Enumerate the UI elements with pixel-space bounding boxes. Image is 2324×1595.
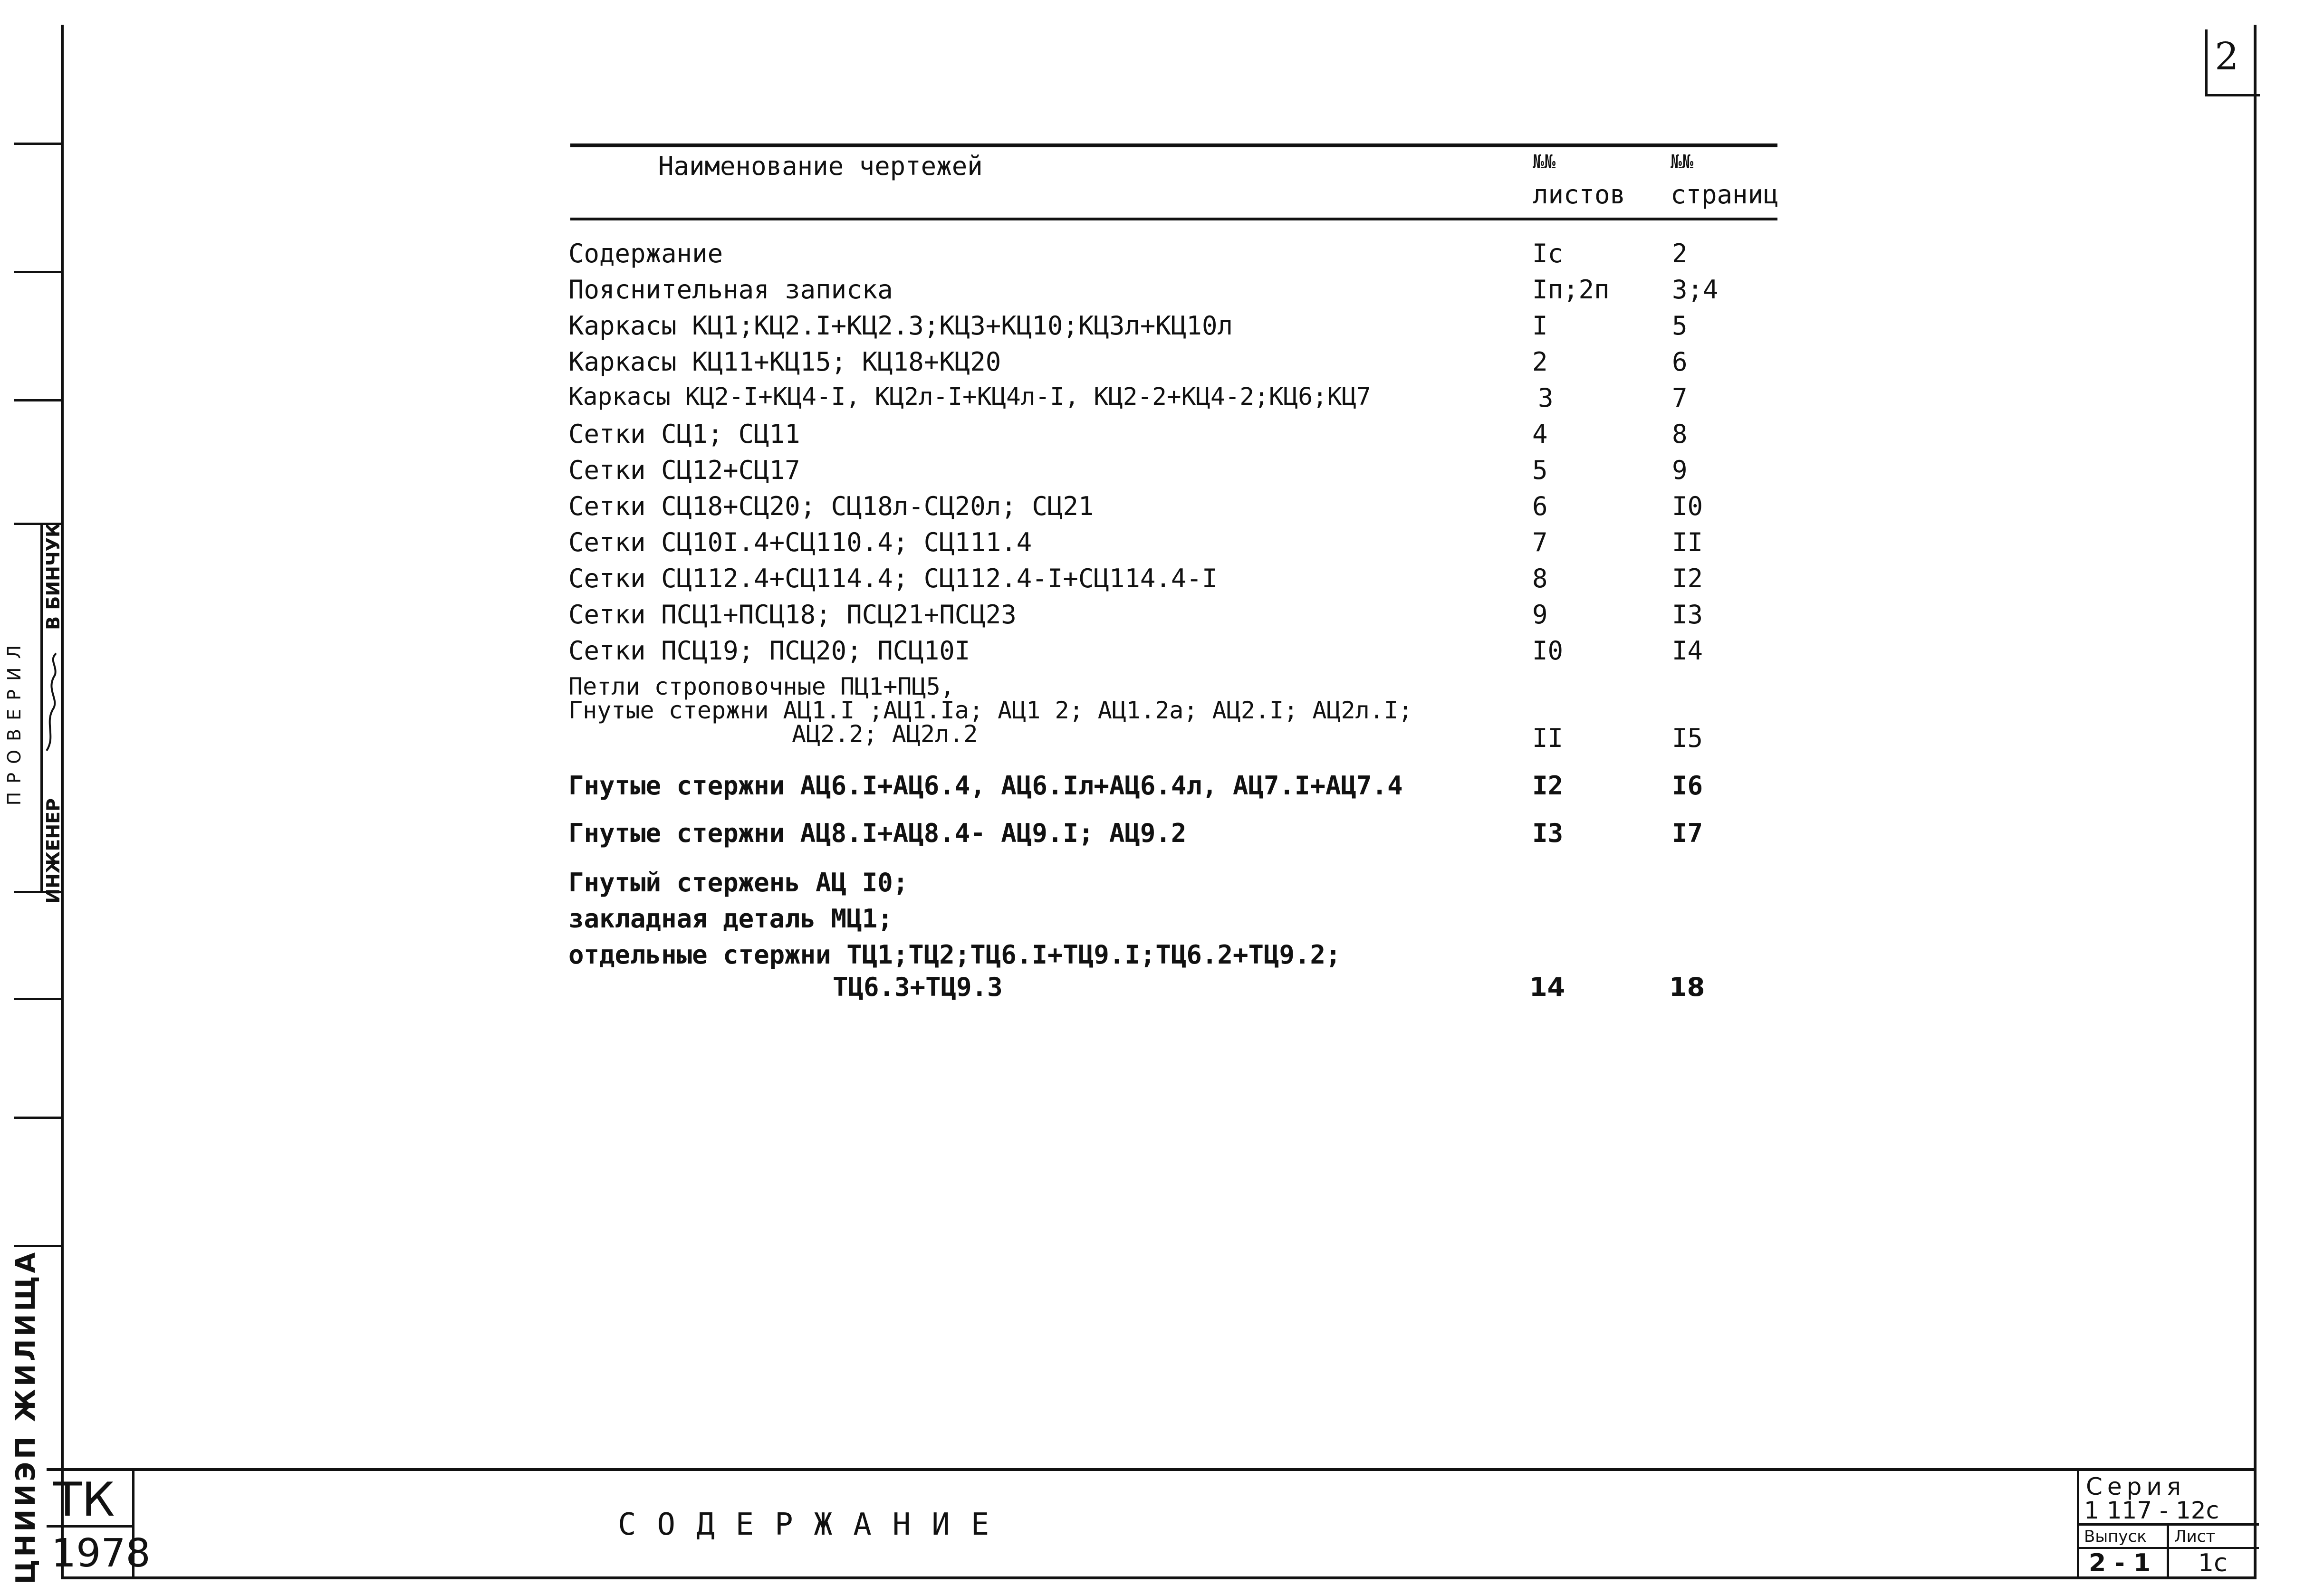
header-sheet-label: листов	[1533, 180, 1626, 210]
row-page: I0	[1672, 491, 1703, 521]
tk-box	[47, 1471, 151, 1579]
document-title: СОДЕРЖАНИЕ	[618, 1507, 1010, 1542]
row-sheet: 4	[1532, 419, 1548, 449]
table-row	[568, 239, 1785, 272]
row-page: I3	[1672, 600, 1703, 630]
row-page: 8	[1672, 419, 1688, 449]
row-sheet: 8	[1532, 564, 1548, 593]
series-divider	[2079, 1523, 2259, 1526]
vypusk-value: 2 - 1	[2089, 1549, 2151, 1577]
table-row	[568, 600, 1785, 633]
row-sheet: Iс	[1532, 239, 1564, 268]
row-line: ТЦ6.3+ТЦ9.3	[833, 972, 1003, 1002]
header-page-no: №№	[1671, 151, 1694, 173]
row-sheet: 9	[1532, 600, 1548, 630]
row-name: Сетки СЦ112.4+СЦ114.4; СЦ112.4-I+СЦ114.4-I	[568, 564, 1218, 593]
table-row-multiline	[568, 673, 1785, 768]
strip-tick	[14, 1117, 61, 1119]
row-sheet: 14	[1529, 972, 1565, 1002]
row-page: 6	[1672, 347, 1688, 377]
series-vdivider	[2167, 1523, 2169, 1579]
row-name: Сетки СЦ18+СЦ20; СЦ18л-СЦ20л; СЦ21	[568, 491, 1094, 521]
row-page: I2	[1672, 564, 1703, 593]
table-top-rule	[570, 143, 1777, 147]
series-label: Серия	[2086, 1473, 2186, 1500]
table-row	[568, 347, 1785, 380]
row-sheet: 5	[1532, 455, 1548, 485]
year-label: 1978	[51, 1531, 151, 1576]
row-sheet: 2	[1532, 347, 1548, 377]
table-row	[568, 818, 1785, 851]
table-row	[568, 455, 1785, 488]
row-page: 18	[1669, 972, 1705, 1002]
row-name: Сетки СЦ12+СЦ17	[568, 455, 800, 485]
row-sheet: I3	[1532, 818, 1564, 848]
strip-tick	[14, 998, 61, 1000]
table-row	[568, 419, 1785, 452]
row-name: Гнутые стержни АЦ6.I+АЦ6.4, АЦ6.Iл+АЦ6.4л, АЦ7.I+АЦ7.4	[568, 771, 1403, 801]
row-page: II	[1672, 527, 1703, 557]
table-row	[568, 383, 1785, 416]
header-name-column: Наименование чертежей	[658, 151, 983, 181]
strip-tick	[14, 143, 61, 145]
signature-scribble	[42, 651, 61, 755]
row-page: I5	[1672, 723, 1703, 753]
table-row-multiline	[568, 868, 1785, 1010]
organization-label: ЦНИИЭП ЖИЛИЩА	[10, 1250, 41, 1585]
table-row	[568, 564, 1785, 597]
row-name: Сетки СЦ10I.4+СЦ110.4; СЦ111.4	[568, 527, 1032, 557]
list-label: Лист	[2174, 1527, 2216, 1546]
row-page: 7	[1672, 383, 1688, 413]
row-page: I7	[1672, 818, 1703, 848]
row-page: 9	[1672, 455, 1688, 485]
row-sheet: 6	[1532, 491, 1548, 521]
row-line: отдельные стержни ТЦ1;ТЦ2;ТЦ6.I+ТЦ9.I;ТЦ6.2+ТЦ9.2;	[568, 940, 1341, 970]
engineer-name: В БИНЧУК	[43, 523, 64, 630]
table-row	[568, 636, 1785, 669]
vypusk-label: Выпуск	[2084, 1527, 2147, 1546]
series-value: 1 117 - 12с	[2084, 1497, 2219, 1524]
table-row	[568, 311, 1785, 344]
row-page: 2	[1672, 239, 1688, 268]
table-header-rule	[570, 218, 1777, 220]
tk-label: ТК	[53, 1473, 115, 1527]
row-line: Гнутые стержни АЦ1.I ;АЦ1.Iа; АЦ1 2; АЦ1.2а; АЦ2.I; АЦ2л.I;	[568, 697, 1413, 724]
row-page: I4	[1672, 636, 1703, 666]
row-sheet: 3	[1538, 383, 1554, 413]
row-sheet: I2	[1532, 771, 1564, 801]
table-row	[568, 491, 1785, 525]
row-line: Гнутый стержень АЦ I0;	[568, 868, 909, 898]
row-name: Сетки СЦ1; СЦ11	[568, 419, 800, 449]
header-sheet-no: №№	[1533, 151, 1556, 173]
row-name: Каркасы КЦ1;КЦ2.I+КЦ2.3;КЦ3+КЦ10;КЦ3л+КЦ10л	[568, 311, 1233, 341]
row-line: АЦ2.2; АЦ2л.2	[792, 720, 978, 748]
row-sheet: I0	[1532, 636, 1564, 666]
row-sheet: II	[1532, 723, 1564, 753]
page-number: 2	[2215, 34, 2239, 78]
strip-tick	[14, 399, 61, 401]
strip-tick	[14, 271, 61, 273]
row-sheet: 7	[1532, 527, 1548, 557]
row-sheet: Iп;2п	[1532, 275, 1610, 305]
table-row	[568, 771, 1785, 804]
row-page: I6	[1672, 771, 1703, 801]
list-value: 1с	[2198, 1549, 2228, 1577]
row-page: 5	[1672, 311, 1688, 341]
side-stamp-strip	[0, 143, 64, 1585]
row-page: 3;4	[1672, 275, 1719, 305]
row-name: Пояснительная записка	[568, 275, 893, 305]
strip-tick	[14, 1245, 61, 1247]
header-page-label: страниц	[1671, 180, 1779, 210]
row-sheet: I	[1532, 311, 1548, 341]
series-box	[2077, 1471, 2259, 1579]
row-name: Каркасы КЦ11+КЦ15; КЦ18+КЦ20	[568, 347, 1001, 377]
tk-cell	[47, 1471, 132, 1528]
table-row	[568, 527, 1785, 561]
row-name: Гнутые стержни АЦ8.I+АЦ8.4- АЦ9.I; АЦ9.2	[568, 818, 1187, 848]
table-row	[568, 275, 1785, 308]
row-line: закладная деталь МЦ1;	[568, 904, 893, 934]
title-block	[47, 1468, 2257, 1582]
frame-right-border	[2254, 25, 2257, 1579]
inzhener-label: ИНЖЕНЕР	[43, 798, 64, 904]
row-name: Содержание	[568, 239, 723, 268]
proveril-label: ПРОВЕРИЛ	[4, 637, 25, 806]
row-name: Сетки ПСЦ1+ПСЦ18; ПСЦ21+ПСЦ23	[568, 600, 1017, 630]
row-name: Сетки ПСЦ19; ПСЦ20; ПСЦ10I	[568, 636, 970, 666]
row-name: Каркасы КЦ2-I+КЦ4-I, КЦ2л-I+КЦ4л-I, КЦ2-2+КЦ4-2;КЦ6;КЦ7	[568, 383, 1371, 411]
row-line: Петли строповочные ПЦ1+ПЦ5,	[568, 673, 955, 700]
